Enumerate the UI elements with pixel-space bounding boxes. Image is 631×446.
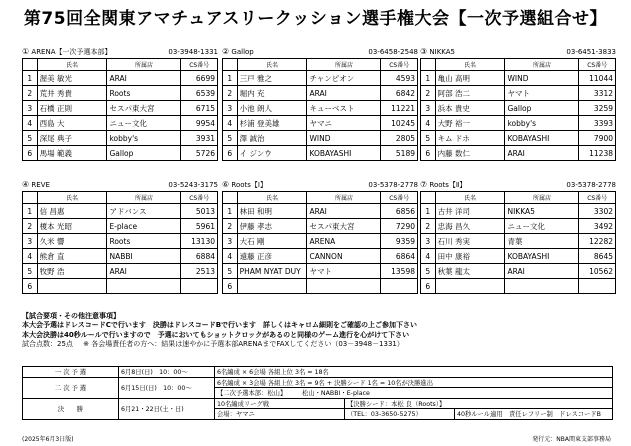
table-row [421,279,616,294]
player-name: 阿部 浩二 [435,86,505,101]
table-row [23,279,218,294]
venue-number: ① [22,47,30,56]
player-name: 杉浦 登美雄 [237,116,307,131]
player-no: 6 [421,279,436,294]
col-shop: 所属店 [107,59,181,71]
player-name: 浜本 貴史 [435,101,505,116]
player-cs-number: 3393 [579,116,616,131]
player-shop: WIND [307,131,381,146]
player-name: イ ジンウ [237,146,307,161]
player-cs-number: 6884 [181,249,218,264]
player-no: 3 [421,234,436,249]
player-name: 牧野 浩 [37,264,107,279]
player-shop: ARAI [307,86,381,101]
table-row [223,249,418,264]
venue-header [22,180,218,191]
round2-info-2: 【二次予選本部：松山】 松山・NABBI・E-place [215,388,613,399]
player-no: 2 [23,219,38,234]
match-points: 試合点数：25点 [22,340,73,349]
player-no: 5 [421,264,436,279]
table-row [23,234,218,249]
table-row [23,116,218,131]
table-row [421,249,616,264]
player-no: 2 [421,219,436,234]
player-no: 1 [23,204,38,219]
table-row [421,101,616,116]
round1-label: 一 次 予 選 [23,367,119,378]
player-no: 4 [421,249,436,264]
col-shop: 所属店 [505,59,579,71]
player-name: 馬場 範義 [37,146,107,161]
table-row [223,279,418,294]
player-shop: ARENA [307,234,381,249]
venue-title [22,46,112,58]
venue-block [22,47,218,161]
table-row [23,71,218,86]
col-cs: CS番号 [381,59,418,71]
table-row [23,146,218,161]
table-row [421,86,616,101]
venue-name: Roots【Ⅰ】 [231,181,267,189]
player-name: 熊倉 直 [37,249,107,264]
table-header-row [421,192,616,204]
final-venue: 会場：ヤマニ [215,409,345,420]
player-name: 大野 裕一 [435,116,505,131]
player-cs-number: 4593 [381,71,418,86]
venue-header [420,180,616,191]
player-shop: キューベスト [307,101,381,116]
player-name: 西島 大 [37,116,107,131]
player-name: 大石 剛 [237,234,307,249]
table-row [23,101,218,116]
player-shop: Roots [107,86,181,101]
venue-block [22,180,218,294]
player-no: 6 [421,146,436,161]
player-shop: CANNON [307,249,381,264]
venue-number: ⑦ [420,180,428,189]
venue-block [222,47,418,161]
final-date: 6月21・22日(土・日) [119,398,215,419]
schedule-table [22,366,613,420]
venue-title [420,46,455,58]
player-no: 5 [421,131,436,146]
player-cs-number: 7900 [579,131,616,146]
player-shop: ARAI [505,264,579,279]
player-cs-number: 5013 [181,204,218,219]
final-rules: 40秒ルール適用 責任レフリー制 ドレスコードB [455,409,613,420]
player-cs-number: 9359 [381,234,418,249]
table-row [223,264,418,279]
venue-title [222,179,267,191]
venue-block [420,47,616,161]
player-name: 石川 秀実 [435,234,505,249]
table-row [23,264,218,279]
player-no: 1 [223,204,238,219]
table-row [23,204,218,219]
notes-line-2: 本大会決勝は40秒ルールで行いますので 予選においてもショットクロックがあるのと同様のゲーム進行を心がけて下さい [22,330,410,339]
round2-info-1: 6名編成 × 3会場 各組上位 3名 = 9名 + 決勝シード 1名 = 10名が決勝進出 [215,377,613,388]
player-shop: KOBAYASHI [307,146,381,161]
player-cs-number: 13130 [181,234,218,249]
col-shop: 所属店 [107,192,181,204]
col-cs: CS番号 [579,59,616,71]
page-title: 第75回全関東アマチュアスリークッション選手権大会【一次予選組合せ】 [23,9,608,29]
table-row [421,204,616,219]
player-cs-number: 6699 [181,71,218,86]
col-shop: 所属店 [307,192,381,204]
player-name: 信 昌惠 [37,204,107,219]
table-row [223,116,418,131]
player-shop: ヤマニ [307,116,381,131]
player-shop: Roots [107,234,181,249]
player-no: 3 [223,101,238,116]
player-cs-number: 6715 [181,101,218,116]
col-cs: CS番号 [579,192,616,204]
notes-line-1: 本大会予選はドレスコードCで行います 決勝はドレスコードBで行います 詳しくはキャロム細則をご確認の上ご参加下さい [22,321,418,330]
table-row [421,71,616,86]
table-header-row [223,59,418,71]
venue-name: Roots【Ⅱ】 [429,181,467,189]
venue-name: NIKKA5 [429,48,456,56]
player-table [22,191,218,294]
table-row [223,131,418,146]
table-row [421,116,616,131]
player-cs-number: 13598 [381,264,418,279]
player-no: 6 [223,146,238,161]
issuer: 発行元：NBA関東支部事務局 [532,436,611,443]
final-label: 決 勝 [23,398,119,419]
table-row [223,86,418,101]
player-no: 5 [223,131,238,146]
player-shop: チャンピオン [307,71,381,86]
col-name: 氏名 [435,192,505,204]
player-shop: E-place [107,219,181,234]
col-name: 氏名 [435,59,505,71]
col-cs: CS番号 [181,59,218,71]
round1-date: 6月8日(日) 10：00～ [119,367,215,378]
table-row [223,146,418,161]
player-name: 遠藤 正彦 [237,249,307,264]
col-name: 氏名 [237,192,307,204]
player-no: 3 [421,101,436,116]
player-shop: ヤマト [307,264,381,279]
player-no: 3 [23,101,38,116]
player-cs-number [381,279,418,294]
player-shop: Gallop [107,146,181,161]
round2-label: 二 次 予 選 [23,377,119,398]
venue-block [222,180,418,294]
player-no: 2 [421,86,436,101]
player-name: 深尾 典子 [37,131,107,146]
venue-name: REVE [31,181,50,189]
final-phone: （TEL：03-3650-5275） [345,409,455,420]
player-shop [505,279,579,294]
venue-number: ② [222,47,230,56]
player-shop [307,279,381,294]
table-row [421,234,616,249]
venue-title [420,179,466,191]
table-row [223,234,418,249]
player-shop: Gallop [505,101,579,116]
table-row [421,146,616,161]
player-cs-number: 3931 [181,131,218,146]
player-name [37,279,107,294]
venue-title [22,179,50,191]
player-cs-number: 11238 [579,146,616,161]
player-cs-number: 3259 [579,101,616,116]
round1-info: 6名編成 × 6会場 各組上位 3名 = 18名 [215,367,613,378]
player-cs-number: 3302 [579,204,616,219]
player-name: 林田 和明 [237,204,307,219]
player-table [420,58,616,161]
player-name: 渥美 敏光 [37,71,107,86]
table-row [223,204,418,219]
player-cs-number: 10245 [381,116,418,131]
player-name: 三戸 雅之 [237,71,307,86]
venue-header [222,47,418,58]
player-table [420,191,616,294]
venue-header [420,47,616,58]
player-no: 2 [223,219,238,234]
venue-header [22,47,218,58]
venue-header [222,180,418,191]
player-name: 澤 誠治 [237,131,307,146]
player-no: 1 [421,71,436,86]
player-cs-number [181,279,218,294]
player-name: 堀内 充 [237,86,307,101]
player-name [435,279,505,294]
table-row [421,264,616,279]
player-no: 6 [23,146,38,161]
player-cs-number: 11044 [579,71,616,86]
player-cs-number: 6539 [181,86,218,101]
player-name: 内藤 数仁 [435,146,505,161]
player-no: 3 [223,234,238,249]
player-cs-number: 3312 [579,86,616,101]
player-shop: ARAI [505,146,579,161]
col-name: 氏名 [237,59,307,71]
player-name: 田中 康裕 [435,249,505,264]
player-no: 6 [223,279,238,294]
player-name: 古井 洋司 [435,204,505,219]
venue-phone: 03-5378-2778 [566,181,616,189]
player-shop: ARAI [307,204,381,219]
player-no: 6 [23,279,38,294]
player-no: 2 [23,86,38,101]
table-header-row [421,59,616,71]
player-shop: NABBI [107,249,181,264]
player-cs-number: 3492 [579,219,616,234]
player-no: 1 [223,71,238,86]
table-row [23,219,218,234]
player-cs-number: 6842 [381,86,418,101]
venue-phone: 03-6451-3833 [566,48,616,56]
table-row [223,219,418,234]
player-cs-number: 11221 [381,101,418,116]
player-name: PHAM NYAT DUY [237,264,307,279]
venue-name: Gallop [231,48,254,56]
venue-block [420,180,616,294]
player-no: 4 [223,116,238,131]
col-cs: CS番号 [181,192,218,204]
venue-number: ③ [420,47,428,56]
player-cs-number: 8645 [579,249,616,264]
col-shop: 所属店 [307,59,381,71]
player-shop: kobby's [107,131,181,146]
notes-line-3 [22,340,612,349]
player-no: 4 [23,249,38,264]
round2-date: 6月15日(日) 10：00～ [119,377,215,398]
player-shop: ARAI [107,71,181,86]
document-date: (2025年6月3日版) [22,436,74,443]
player-no: 1 [23,71,38,86]
player-cs-number: 5961 [181,219,218,234]
table-row [421,131,616,146]
col-cs: CS番号 [381,192,418,204]
player-name: 伊藤 孝志 [237,219,307,234]
player-no: 5 [23,131,38,146]
player-shop: ニュー文化 [107,116,181,131]
player-name: 久米 響 [37,234,107,249]
player-name: 亀山 高明 [435,71,505,86]
col-name: 氏名 [37,59,107,71]
player-table [222,191,418,294]
player-cs-number: 10562 [579,264,616,279]
player-shop: KOBAYASHI [505,131,579,146]
col-shop: 所属店 [505,192,579,204]
final-seed: 【決勝シード：本松 良（Roots）】 [345,398,613,409]
player-cs-number: 12282 [579,234,616,249]
venue-phone: 03-6458-2548 [368,48,418,56]
table-row [23,249,218,264]
player-shop: セスパ東大宮 [107,101,181,116]
player-shop: 青葉 [505,234,579,249]
venue-number: ⑥ [222,180,230,189]
player-cs-number [579,279,616,294]
player-cs-number: 2805 [381,131,418,146]
player-no: 4 [421,116,436,131]
player-no: 4 [23,116,38,131]
player-name: 石橋 正則 [37,101,107,116]
player-shop: ニュー文化 [505,219,579,234]
player-cs-number: 2513 [181,264,218,279]
table-row [223,101,418,116]
col-name: 氏名 [37,192,107,204]
table-row [23,131,218,146]
player-no: 5 [223,264,238,279]
player-shop: KOBAYASHI [505,249,579,264]
table-header-row [23,192,218,204]
player-name: 忠海 昌久 [435,219,505,234]
player-table [222,58,418,161]
player-name: キム ドホ [435,131,505,146]
player-name: 榎本 光昭 [37,219,107,234]
player-no: 4 [223,249,238,264]
venue-name: ARENA【一次予選本部】 [31,48,112,56]
table-header-row [223,192,418,204]
player-cs-number: 5726 [181,146,218,161]
player-shop: NIKKA5 [505,204,579,219]
player-no: 2 [223,86,238,101]
player-table [22,58,218,161]
player-shop: WIND [505,71,579,86]
player-no: 3 [23,234,38,249]
player-cs-number: 9954 [181,116,218,131]
player-shop: アドバンス [107,204,181,219]
player-shop: ARAI [107,264,181,279]
table-row [421,219,616,234]
notes-heading: 【試合要項・その他注意事項】 [22,312,120,320]
venue-number: ④ [22,180,30,189]
player-shop: ヤマト [505,86,579,101]
venue-phone: 03-5378-2778 [368,181,418,189]
venue-phone: 03-3948-1331 [168,48,218,56]
venue-phone: 03-5243-3175 [168,181,218,189]
player-no: 1 [421,204,436,219]
final-format: 10名編成リーグ戦 [215,398,345,409]
notes-section [22,312,612,350]
player-shop: kobby's [505,116,579,131]
table-row [23,86,218,101]
player-name [237,279,307,294]
player-name: 荒井 秀貴 [37,86,107,101]
table-header-row [23,59,218,71]
venue-title [222,46,254,58]
player-name: 秋葉 龍太 [435,264,505,279]
player-shop: セスパ東大宮 [307,219,381,234]
player-no: 5 [23,264,38,279]
fax-notice: ※ 各会場責任者の方へ：結果は速やかに予選本部ARENAまでFAXしてください（03－3948－1331） [83,340,404,349]
player-cs-number: 5189 [381,146,418,161]
table-row [223,71,418,86]
player-cs-number: 6864 [381,249,418,264]
player-cs-number: 7290 [381,219,418,234]
player-name: 小池 朗人 [237,101,307,116]
player-shop [107,279,181,294]
player-cs-number: 6856 [381,204,418,219]
